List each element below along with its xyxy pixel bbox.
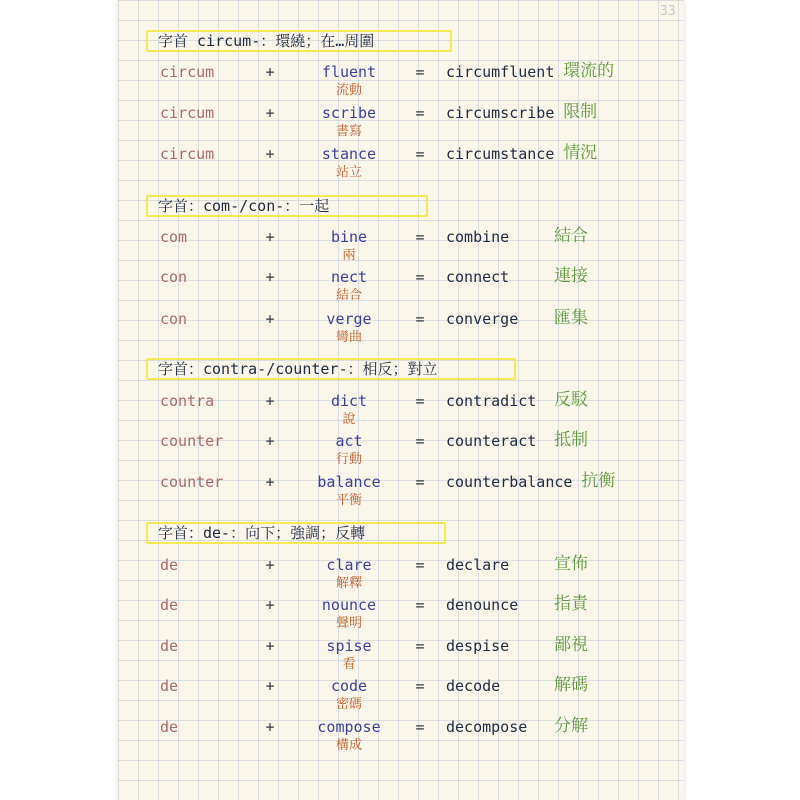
row-root: scribe [321, 104, 377, 122]
row-meaning: 限制 [563, 102, 598, 122]
row-meaning: 抵制 [554, 430, 588, 450]
row-eq: = [415, 392, 425, 410]
row-eq: = [415, 104, 425, 122]
row-plus: + [265, 677, 275, 695]
row-meaning: 宣佈 [554, 554, 588, 574]
row-prefix: de [160, 637, 179, 655]
row-meaning: 鄙視 [554, 635, 588, 655]
row-eq: = [415, 268, 425, 286]
row-root: compose [317, 718, 381, 736]
row-word: despise [446, 637, 510, 655]
row-plus: + [265, 145, 275, 163]
row-plus: + [265, 596, 275, 614]
row-meaning: 連接 [554, 266, 588, 286]
row-gloss: 構成 [335, 738, 362, 753]
row-root: stance [321, 145, 377, 163]
section-header-contra-counter: 字首：contra-/counter-：相反；對立 [146, 358, 516, 380]
row-root: code [330, 677, 368, 695]
row-root: act [335, 432, 363, 450]
row-word: denounce [446, 596, 519, 614]
section-header-circum: 字首 circum-：環繞；在…周圍 [146, 30, 452, 52]
row-plus: + [265, 473, 275, 491]
row-meaning: 匯集 [554, 308, 588, 328]
row-gloss: 行動 [335, 452, 362, 467]
row-gloss: 彎曲 [335, 330, 362, 345]
row-gloss: 站立 [335, 165, 362, 180]
row-eq: = [415, 432, 425, 450]
row-word: counteract [446, 432, 537, 450]
row-root: fluent [321, 63, 377, 81]
row-plus: + [265, 310, 275, 328]
row-plus: + [265, 104, 275, 122]
row-meaning: 情況 [563, 143, 598, 163]
row-eq: = [415, 145, 425, 163]
row-eq: = [415, 596, 425, 614]
row-prefix: counter [160, 473, 224, 491]
row-gloss: 書寫 [335, 124, 362, 139]
row-meaning: 反駁 [554, 390, 588, 410]
row-gloss: 兩 [342, 248, 356, 263]
row-meaning: 指責 [554, 594, 588, 614]
row-plus: + [265, 718, 275, 736]
row-prefix: con [160, 268, 188, 286]
row-root: nounce [321, 596, 377, 614]
row-plus: + [265, 63, 275, 81]
page-number: 33 [660, 4, 676, 19]
section-header-com-con: 字首：com-/con-：一起 [146, 195, 428, 217]
row-gloss: 密碼 [335, 697, 362, 712]
row-eq: = [415, 63, 425, 81]
row-word: circumstance [446, 145, 555, 163]
row-root: balance [317, 473, 381, 491]
row-prefix: de [160, 718, 179, 736]
row-gloss: 流動 [335, 83, 362, 98]
row-plus: + [265, 228, 275, 246]
row-eq: = [415, 310, 425, 328]
row-gloss: 平衡 [335, 493, 362, 508]
row-word: contradict [446, 392, 537, 410]
row-prefix: de [160, 556, 179, 574]
row-word: connect [446, 268, 510, 286]
row-plus: + [265, 392, 275, 410]
row-eq: = [415, 677, 425, 695]
row-word: decode [446, 677, 501, 695]
row-eq: = [415, 556, 425, 574]
row-root: clare [326, 556, 372, 574]
row-gloss: 說 [342, 412, 356, 427]
row-plus: + [265, 432, 275, 450]
row-word: combine [446, 228, 510, 246]
row-meaning: 環流的 [563, 61, 615, 81]
row-eq: = [415, 718, 425, 736]
row-prefix: circum [160, 104, 215, 122]
row-eq: = [415, 637, 425, 655]
row-meaning: 分解 [554, 716, 588, 736]
row-word: circumscribe [446, 104, 555, 122]
row-root: bine [330, 228, 368, 246]
section-header-de: 字首：de-：向下；強調；反轉 [146, 522, 446, 544]
row-root: verge [326, 310, 372, 328]
row-prefix: contra [160, 392, 215, 410]
row-root: spise [326, 637, 372, 655]
row-gloss: 解釋 [335, 576, 362, 591]
row-prefix: de [160, 596, 179, 614]
row-prefix: con [160, 310, 188, 328]
row-plus: + [265, 556, 275, 574]
row-word: counterbalance [446, 473, 573, 491]
row-prefix: de [160, 677, 179, 695]
row-word: circumfluent [446, 63, 555, 81]
row-root: nect [330, 268, 368, 286]
row-prefix: circum [160, 145, 215, 163]
row-word: declare [446, 556, 510, 574]
row-eq: = [415, 228, 425, 246]
row-plus: + [265, 268, 275, 286]
row-root: dict [330, 392, 368, 410]
row-gloss: 聲明 [335, 616, 362, 631]
row-prefix: circum [160, 63, 215, 81]
row-prefix: counter [160, 432, 224, 450]
row-eq: = [415, 473, 425, 491]
row-word: decompose [446, 718, 528, 736]
row-prefix: com [160, 228, 188, 246]
row-meaning: 解碼 [554, 675, 588, 695]
row-gloss: 看 [342, 657, 356, 672]
row-meaning: 結合 [554, 226, 588, 246]
row-meaning: 抗衡 [581, 471, 616, 491]
row-word: converge [446, 310, 519, 328]
row-plus: + [265, 637, 275, 655]
row-gloss: 結合 [335, 288, 362, 303]
